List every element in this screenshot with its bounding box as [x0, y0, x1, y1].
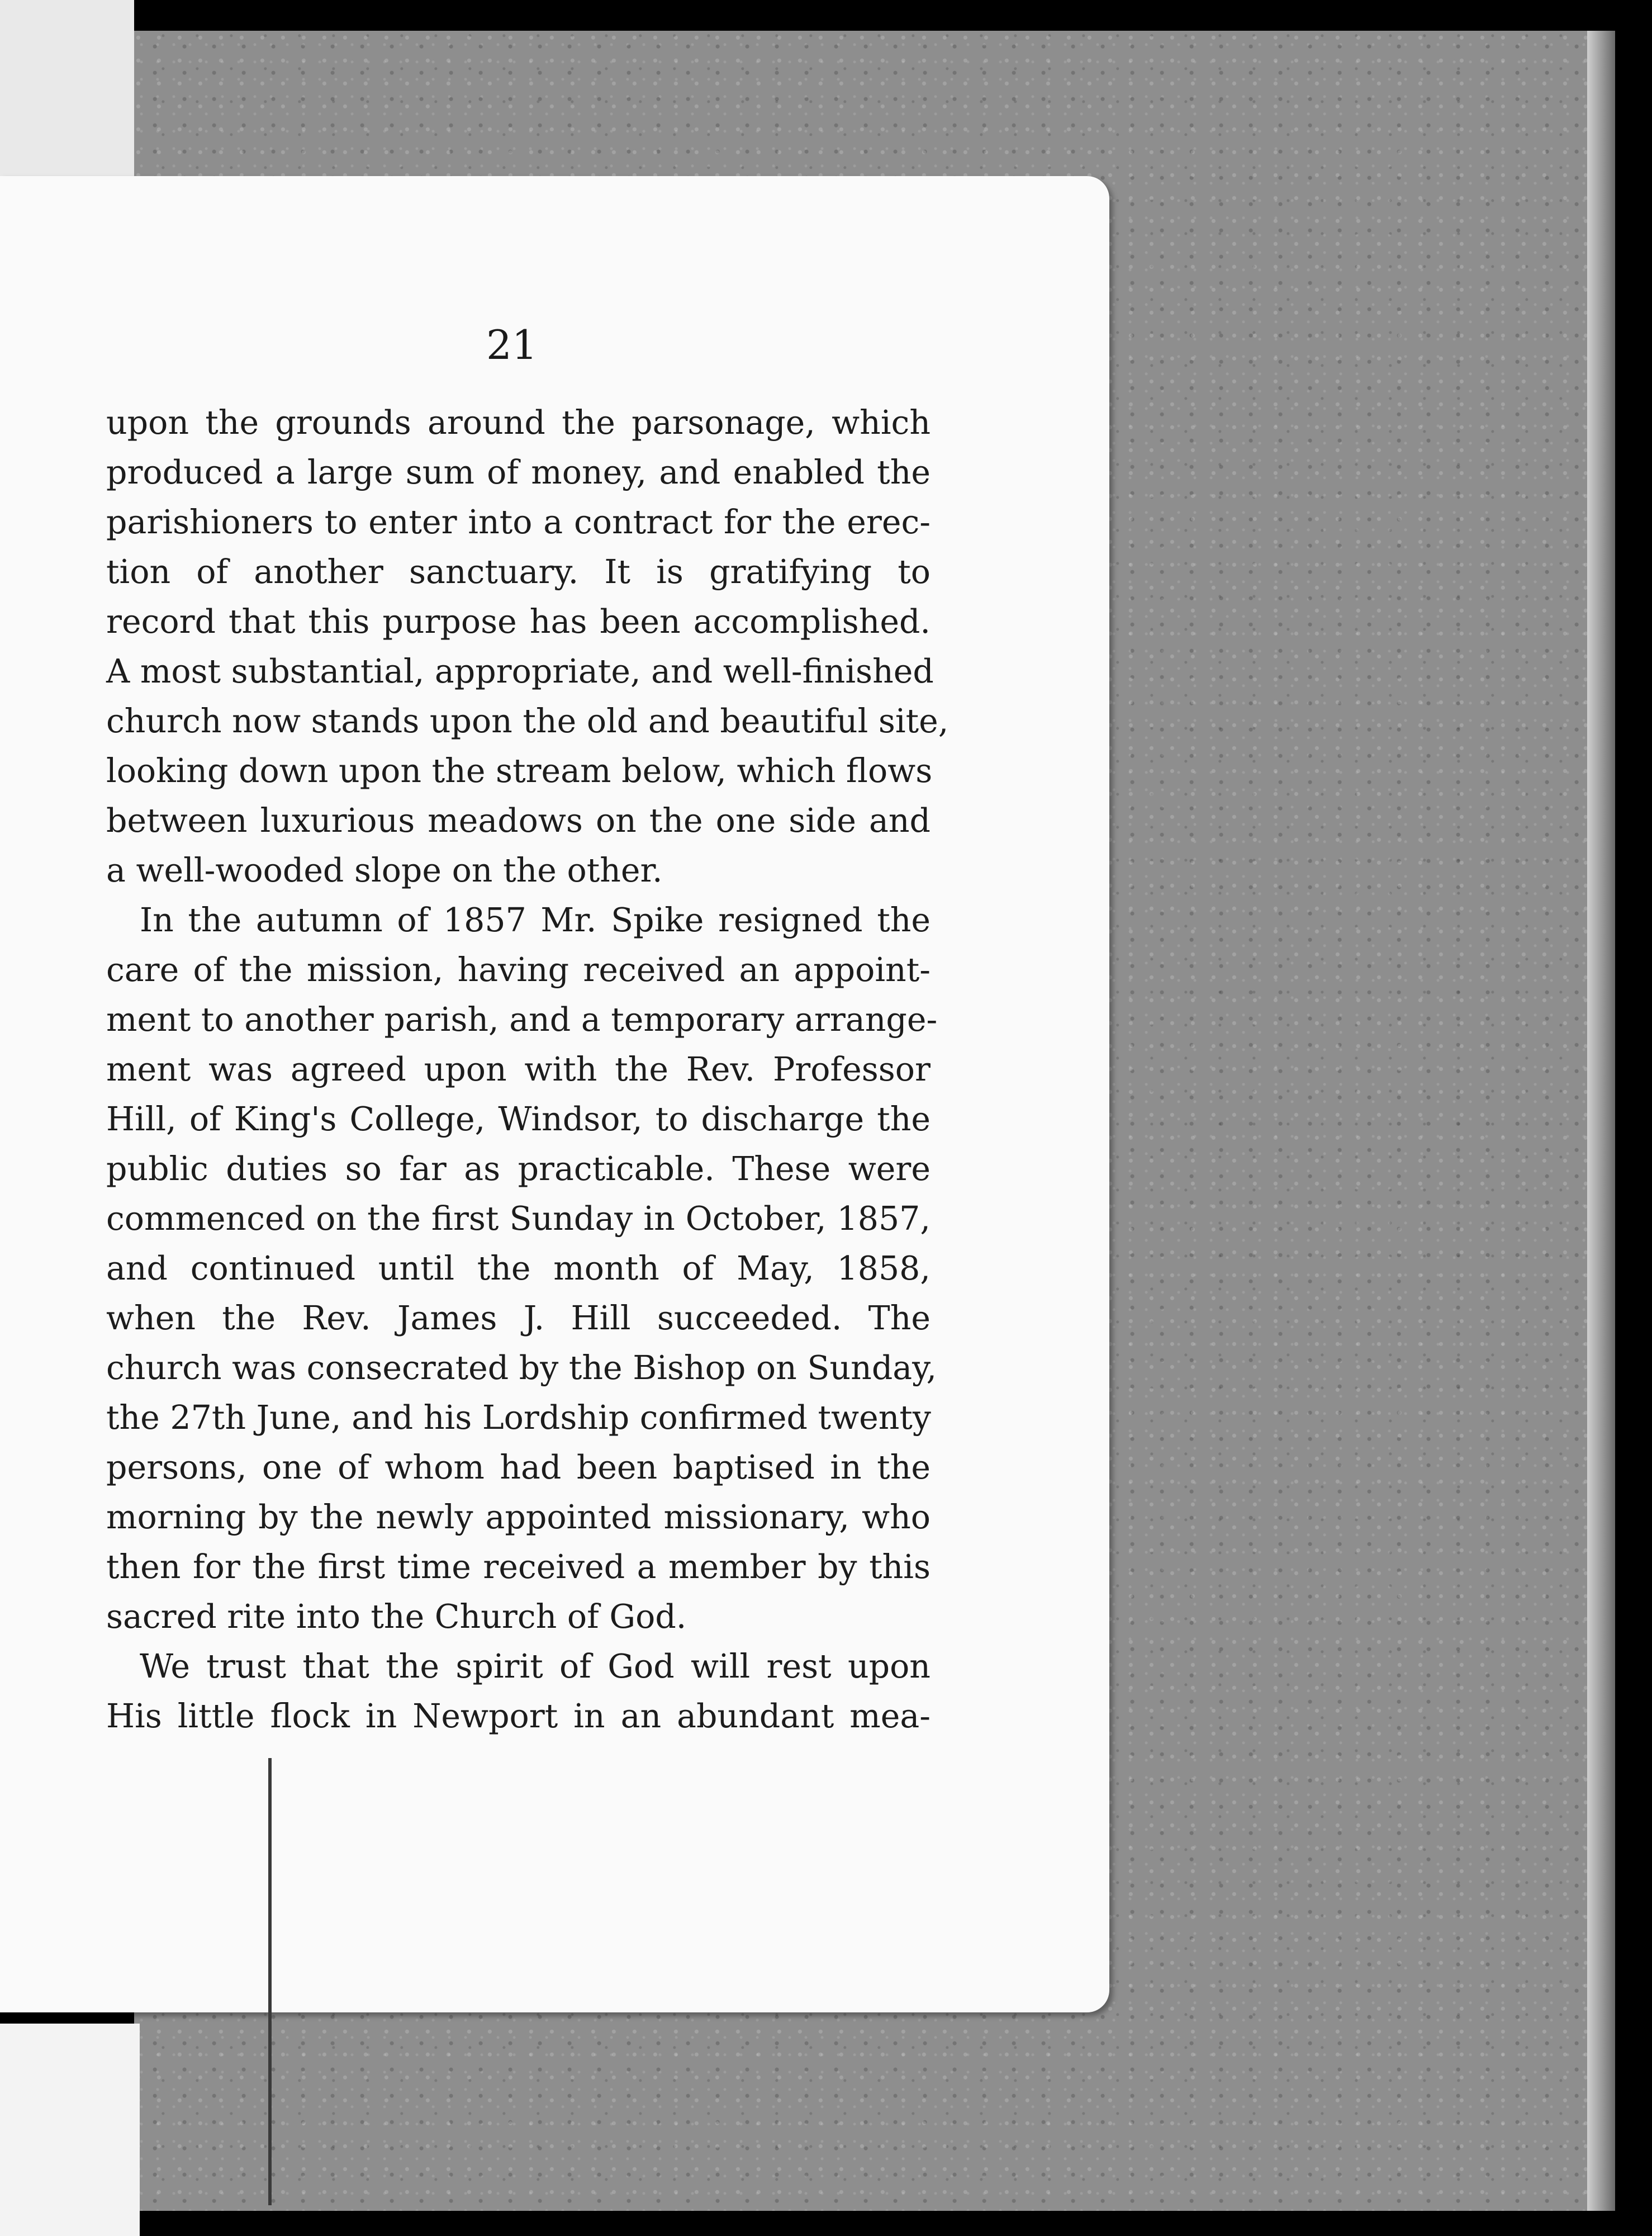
text-line: ment to another parish, and a temporary arrange-	[106, 1001, 938, 1039]
page-number: 21	[486, 321, 538, 368]
text-line: between luxurious meadows on the one side and	[106, 802, 931, 840]
text-line: ment was agreed upon with the Rev. Professor	[106, 1050, 931, 1088]
text-line: Hill, of King's College, Windsor, to discharge the	[106, 1100, 931, 1138]
text-line: upon the grounds around the parsonage, which	[106, 404, 931, 442]
text-line: then for the first time received a member by this	[106, 1548, 931, 1586]
board-edge	[1587, 31, 1615, 2211]
adjacent-page-strip-lower	[0, 2024, 140, 2236]
text-line: the 27th June, and his Lordship confirmed twenty	[106, 1399, 931, 1437]
body-text	[106, 398, 949, 1741]
text-line: looking down upon the stream below, which flows	[106, 752, 933, 790]
page-fold-line	[268, 1758, 272, 2205]
text-line: In the autumn of 1857 Mr. Spike resigned the	[140, 901, 931, 939]
text-line: church now stands upon the old and beautiful site,	[106, 702, 949, 740]
text-line: public duties so far as practicable. These were	[106, 1150, 931, 1188]
text-line: sacred rite into the Church of God.	[106, 1598, 687, 1636]
adjacent-page-strip	[0, 0, 134, 179]
text-line: His little flock in Newport in an abundant mea-	[106, 1697, 931, 1735]
text-line: a well-wooded slope on the other.	[106, 851, 663, 889]
text-line: when the Rev. James J. Hill succeeded. The	[106, 1299, 931, 1337]
text-line: church was consecrated by the Bishop on Sunday,	[106, 1349, 937, 1387]
text-line: morning by the newly appointed missionary, who	[106, 1498, 931, 1536]
text-line: record that this purpose has been accomplished.	[106, 603, 931, 641]
text-line: and continued until the month of May, 1858,	[106, 1249, 931, 1287]
text-line: care of the mission, having received an appoint-	[106, 951, 931, 989]
text-line: persons, one of whom had been baptised in the	[106, 1448, 931, 1486]
text-line: We trust that the spirit of God will rest upon	[140, 1647, 931, 1685]
text-line: parishioners to enter into a contract for the erec-	[106, 503, 931, 541]
text-line: commenced on the first Sunday in October, 1857,	[106, 1200, 931, 1238]
text-line: tion of another sanctuary. It is gratifying to	[106, 553, 931, 591]
text-line: produced a large sum of money, and enabled the	[106, 453, 931, 491]
text-line: A most substantial, appropriate, and well-finished	[106, 652, 934, 690]
